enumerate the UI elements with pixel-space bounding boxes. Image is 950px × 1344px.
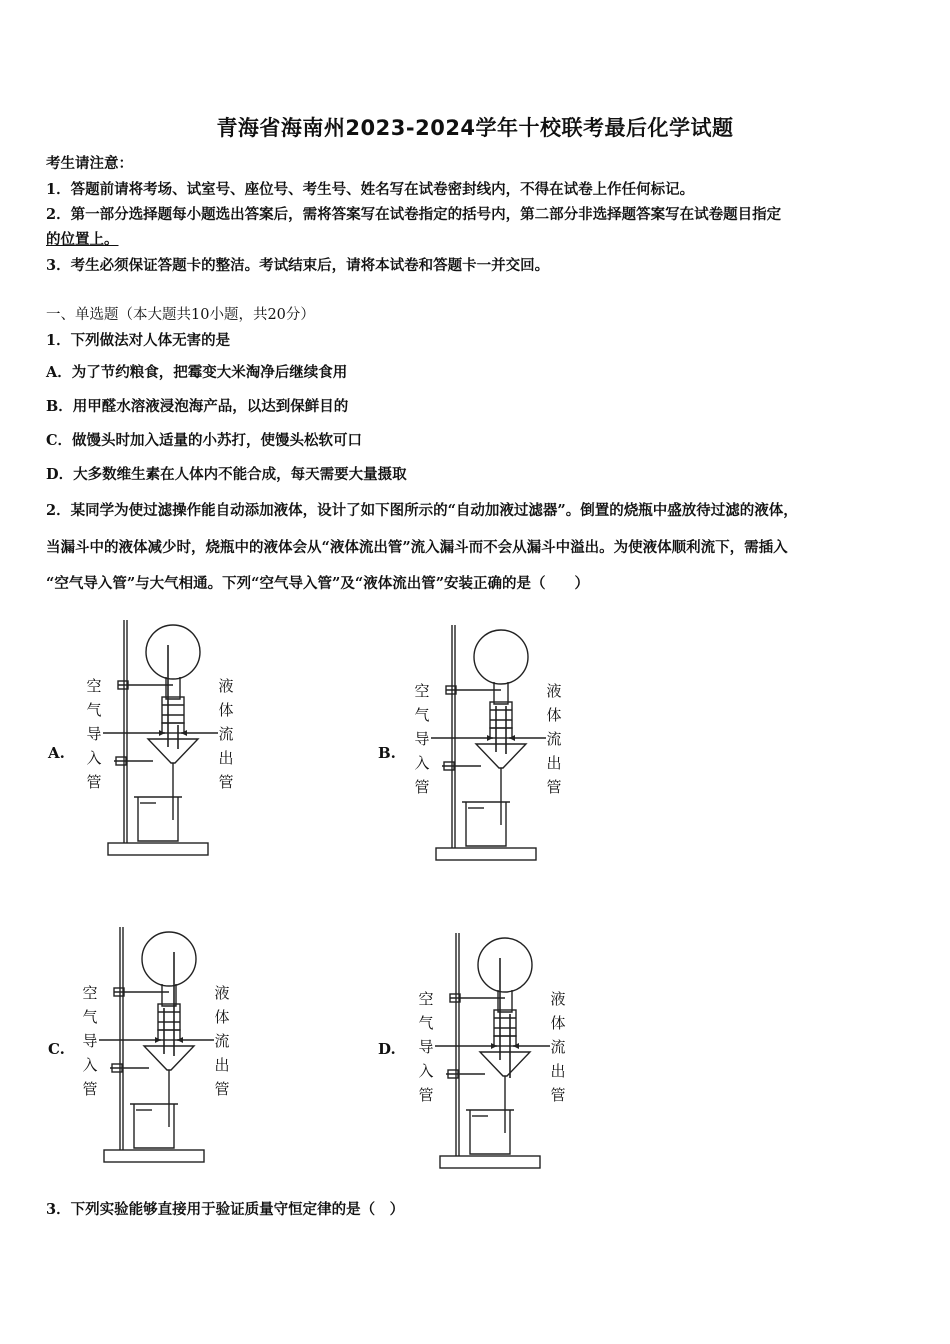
svg-text:管: 管 xyxy=(550,1086,566,1104)
notice-item-2-cont: 的位置上。 xyxy=(46,231,119,248)
svg-text:体: 体 xyxy=(218,701,234,719)
svg-text:体: 体 xyxy=(214,1008,230,1026)
section-heading: 一、单选题（本大题共10小题，共20分） xyxy=(46,307,315,323)
notice-heading: 考生请注意： xyxy=(46,155,133,172)
svg-text:管: 管 xyxy=(214,1080,230,1098)
question-1-option-d: D．大多数维生素在人体内不能合成，每天需要大量摄取 xyxy=(46,466,407,483)
svg-text:空: 空 xyxy=(418,990,434,1008)
svg-text:导: 导 xyxy=(418,1038,434,1056)
svg-text:入: 入 xyxy=(418,1062,434,1080)
apparatus-figure-c xyxy=(74,922,254,1172)
svg-text:体: 体 xyxy=(546,706,562,724)
svg-text:出: 出 xyxy=(218,749,234,767)
svg-text:导: 导 xyxy=(414,730,430,748)
apparatus-figure-d xyxy=(410,928,590,1178)
svg-text:管: 管 xyxy=(82,1080,98,1098)
question-2-stem-line-1: 2．某同学为使过滤操作能自动添加液体，设计了如下图所示的“自动加液过滤器”。倒置的烧瓶中盛放待过滤的液体， xyxy=(46,502,798,519)
svg-text:气: 气 xyxy=(418,1014,434,1032)
svg-text:流: 流 xyxy=(218,725,234,743)
svg-text:管: 管 xyxy=(546,778,562,796)
svg-text:流: 流 xyxy=(214,1032,230,1050)
svg-text:空: 空 xyxy=(414,682,430,700)
svg-text:管: 管 xyxy=(86,773,102,791)
svg-text:液: 液 xyxy=(218,677,234,695)
svg-text:管: 管 xyxy=(218,773,234,791)
svg-text:出: 出 xyxy=(550,1062,566,1080)
svg-text:气: 气 xyxy=(82,1008,98,1026)
notice-item-3: 3．考生必须保证答题卡的整洁。考试结束后，请将本试卷和答题卡一并交回。 xyxy=(46,257,550,274)
question-2-stem-line-2: 当漏斗中的液体减少时，烧瓶中的液体会从“液体流出管”流入漏斗而不会从漏斗中溢出。为使液体顺利流下，需插入 xyxy=(46,539,788,556)
air-label-char: 空 xyxy=(86,677,102,695)
svg-text:体: 体 xyxy=(550,1014,566,1032)
svg-text:流: 流 xyxy=(550,1038,566,1056)
svg-text:气: 气 xyxy=(86,701,102,719)
question-3-stem: 3．下列实验能够直接用于验证质量守恒定律的是（ ） xyxy=(46,1201,405,1218)
svg-text:入: 入 xyxy=(414,754,430,772)
question-1-option-a: A．为了节约粮食，把霉变大米淘净后继续食用 xyxy=(46,364,348,381)
figure-option-d-label: D. xyxy=(378,1040,396,1058)
svg-text:液: 液 xyxy=(214,984,230,1002)
question-1-option-b: B．用甲醛水溶液浸泡海产品，以达到保鲜目的 xyxy=(46,398,349,415)
question-1-stem: 1．下列做法对人体无害的是 xyxy=(46,332,231,349)
svg-text:管: 管 xyxy=(418,1086,434,1104)
figure-option-b-label: B. xyxy=(378,744,396,762)
svg-text:气: 气 xyxy=(414,706,430,724)
question-1-option-c: C．做馒头时加入适量的小苏打，使馒头松软可口 xyxy=(46,432,363,449)
figure-option-c-label: C. xyxy=(48,1040,65,1058)
apparatus-figure-a xyxy=(78,615,258,865)
page-title: 青海省海南州2023-2024学年十校联考最后化学试题 xyxy=(216,116,734,140)
svg-text:导: 导 xyxy=(86,725,102,743)
svg-text:导: 导 xyxy=(82,1032,98,1050)
svg-text:出: 出 xyxy=(546,754,562,772)
question-2-stem-line-3: “空气导入管”与大气相通。下列“空气导入管”及“液体流出管”安装正确的是（ ） xyxy=(46,575,590,592)
svg-text:入: 入 xyxy=(82,1056,98,1074)
svg-text:入: 入 xyxy=(86,749,102,767)
notice-item-2: 2．第一部分选择题每小题选出答案后，需将答案写在试卷指定的括号内，第二部分非选择题答案写在试卷题目指定 xyxy=(46,206,782,223)
svg-text:液: 液 xyxy=(550,990,566,1008)
apparatus-figure-b xyxy=(406,620,586,870)
notice-item-1: 1．答题前请将考场、试室号、座位号、考生号、姓名写在试卷密封线内，不得在试卷上作任何标记。 xyxy=(46,181,695,198)
figure-option-a-label: A. xyxy=(48,744,65,762)
svg-text:管: 管 xyxy=(414,778,430,796)
svg-text:空: 空 xyxy=(82,984,98,1002)
svg-text:出: 出 xyxy=(214,1056,230,1074)
svg-text:液: 液 xyxy=(546,682,562,700)
svg-text:流: 流 xyxy=(546,730,562,748)
